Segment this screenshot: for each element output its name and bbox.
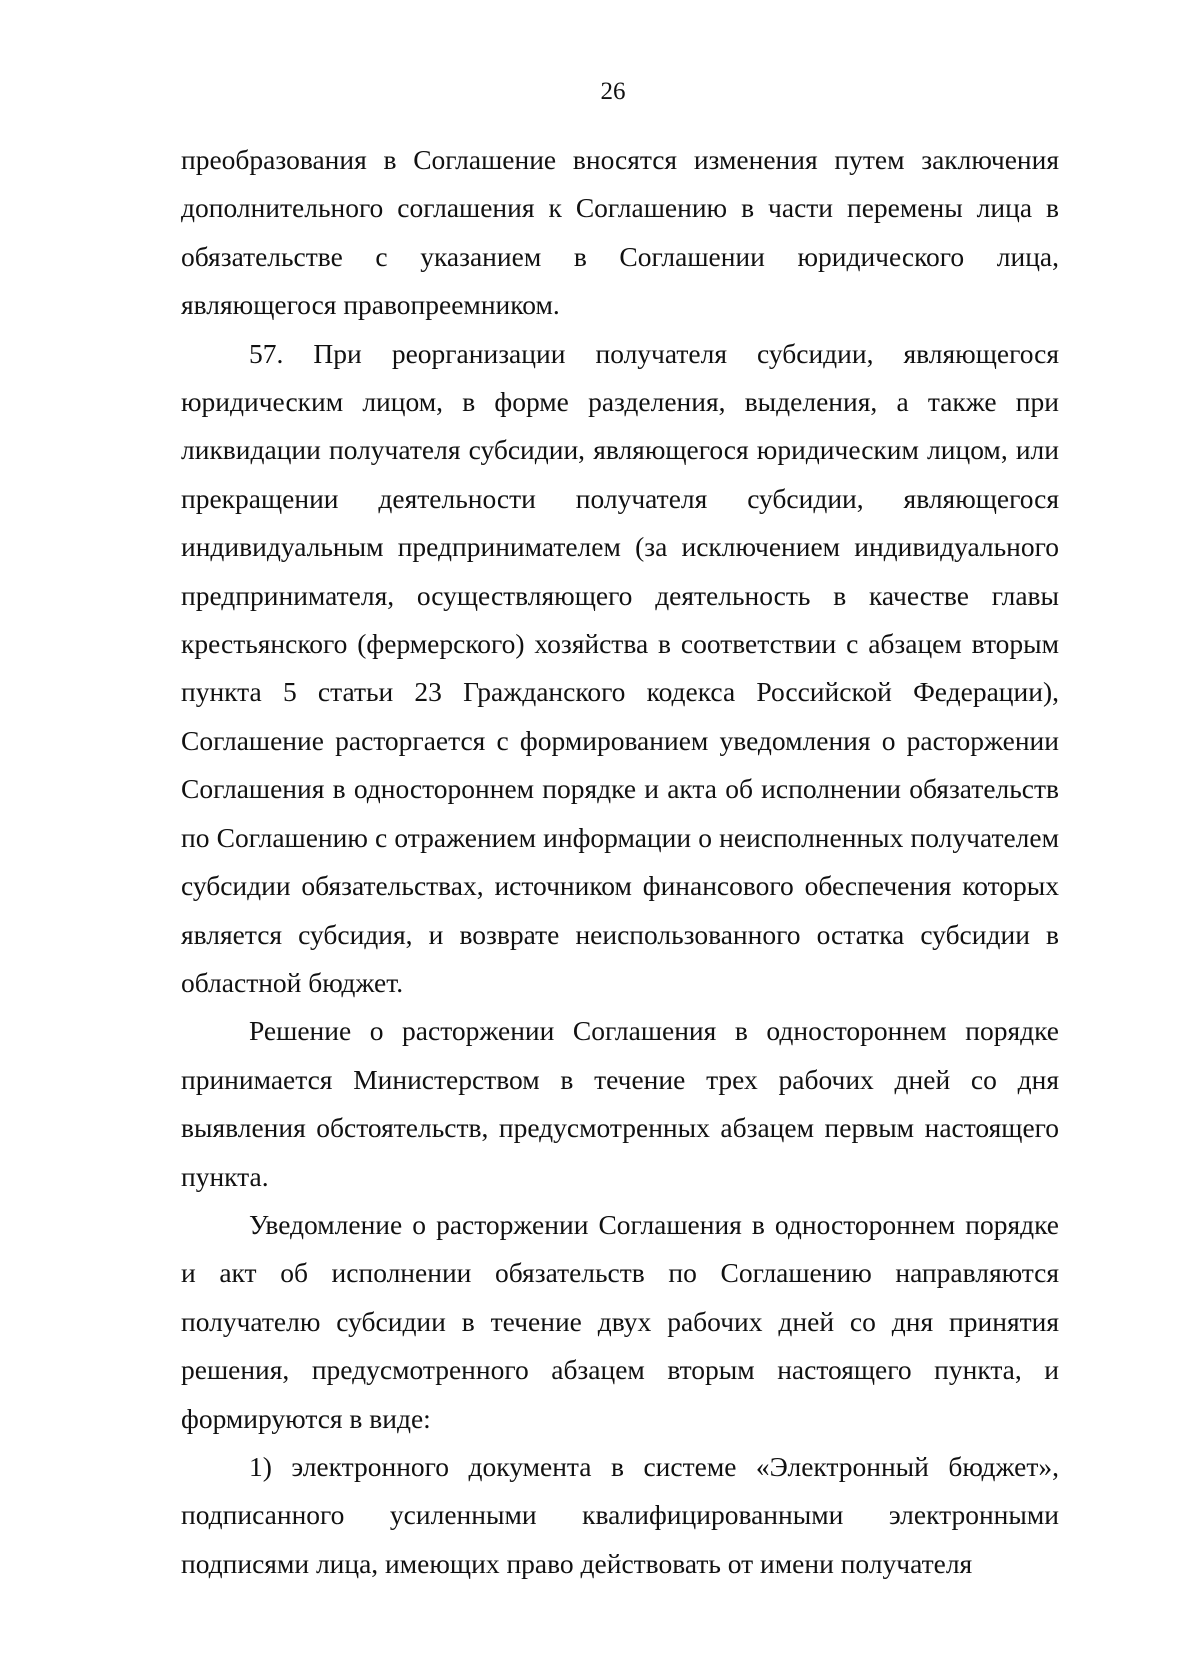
document-body [181, 136, 1059, 1588]
paragraph-item-57: 57. При реорганизации получателя субсидии, являющегося юридическим лицом, в форме разделения, выделения, а также при ликвидации получателя субсидии, являющегося юридическим лицом, или прекращении деятельности получателя субсидии, являющегося индивидуальным предпринимателем (за исключением индивидуального предпринимателя, осуществляющего деятельность в качестве главы крестьянского (фермерского) хозяйства в соответствии с абзацем вторым пункта 5 статьи 23 Гражданского кодекса Российской Федерации), Соглашение расторгается с формированием уведомления о расторжении Соглашения в одностороннем порядке и акта об исполнении обязательств по Соглашению с отражением информации о неисполненных получателем субсидии обязательствах, источником финансового обеспечения которых является субсидия, и возврате неиспользованного остатка субсидии в областной бюджет. [181, 337, 1059, 998]
paragraph-decision: Решение о расторжении Соглашения в одностороннем порядке принимается Министерством в течение трех рабочих дней со дня выявления обстоятельств, предусмотренных абзацем первым настоящего пункта. [181, 1015, 1059, 1192]
paragraph-continuation: преобразования в Соглашение вносятся изменения путем заключения дополнительного соглашения к Соглашению в части перемены лица в обязательстве с указанием в Соглашении юридического лица, являющегося правопреемником. [181, 144, 1059, 321]
paragraph-list-item-1: 1) электронного документа в системе «Электронный бюджет», подписанного усиленными квалифицированными электронными подписями лица, имеющих право действовать от имени получателя [181, 1450, 1059, 1579]
page-number: 26 [600, 78, 626, 105]
paragraph-notification: Уведомление о расторжении Соглашения в одностороннем порядке и акт об исполнении обязательств по Соглашению направляются получателю субсидии в течение двух рабочих дней со дня принятия решения, предусмотренного абзацем вторым настоящего пункта, и формируются в виде: [181, 1208, 1059, 1434]
